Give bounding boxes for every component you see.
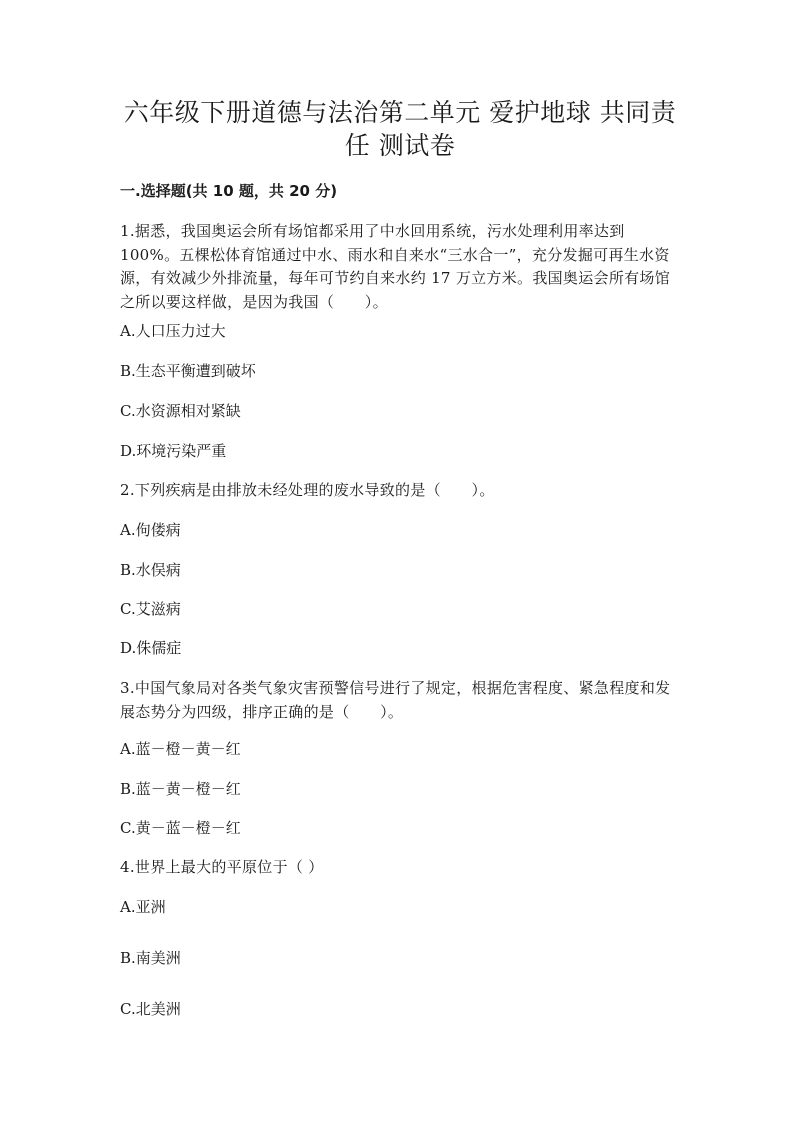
question-2-stem: 2.下列疾病是由排放未经处理的废水导致的是（ ）。	[120, 481, 495, 499]
question-1-option-c: C.水资源相对紧缺	[120, 402, 241, 420]
question-1-option-a: A.人口压力过大	[120, 322, 226, 340]
question-1-option-b: B.生态平衡遭到破坏	[120, 362, 256, 380]
question-2-option-c: C.艾滋病	[120, 600, 181, 618]
question-3-option-c: C.黄－蓝－橙－红	[120, 819, 241, 837]
question-2-option-d: D.侏儒症	[120, 639, 182, 657]
question-1-option-d: D.环境污染严重	[120, 442, 227, 460]
question-2-option-b: B.水俣病	[120, 561, 181, 579]
question-4-option-b: B.南美洲	[120, 949, 181, 967]
question-3-stem: 3.中国气象局对各类气象灾害预警信号进行了规定，根据危害程度、紧急程度和发展态势分为四级，排序正确的是（ ）。	[120, 679, 671, 721]
title-line-2: 任 测试卷	[344, 131, 456, 160]
question-4-option-a: A.亚洲	[120, 898, 166, 916]
question-4-option-c: C.北美洲	[120, 1000, 181, 1018]
question-2-option-a: A.佝偻病	[120, 521, 181, 539]
page-title	[120, 96, 680, 162]
title-line-1: 六年级下册道德与法治第二单元 爱护地球 共同责	[123, 98, 677, 127]
section-heading: 一.选择题(共 10 题，共 20 分)	[120, 182, 338, 200]
question-1-stem: 1.据悉，我国奥运会所有场馆都采用了中水回用系统，污水处理利用率达到 100%。五棵松体育馆通过中水、雨水和自来水“三水合一”，充分发掘可再生水资源，有效减少外排流量，每年可节约自来水约 17 万立方米。我国奥运会所有场馆之所以要这样做，是因为我国（ ）。	[120, 222, 671, 311]
question-3-option-b: B.蓝－黄－橙－红	[120, 780, 241, 798]
question-4-stem: 4.世界上最大的平原位于（ ）	[120, 858, 324, 876]
question-3-option-a: A.蓝－橙－黄－红	[120, 740, 241, 758]
